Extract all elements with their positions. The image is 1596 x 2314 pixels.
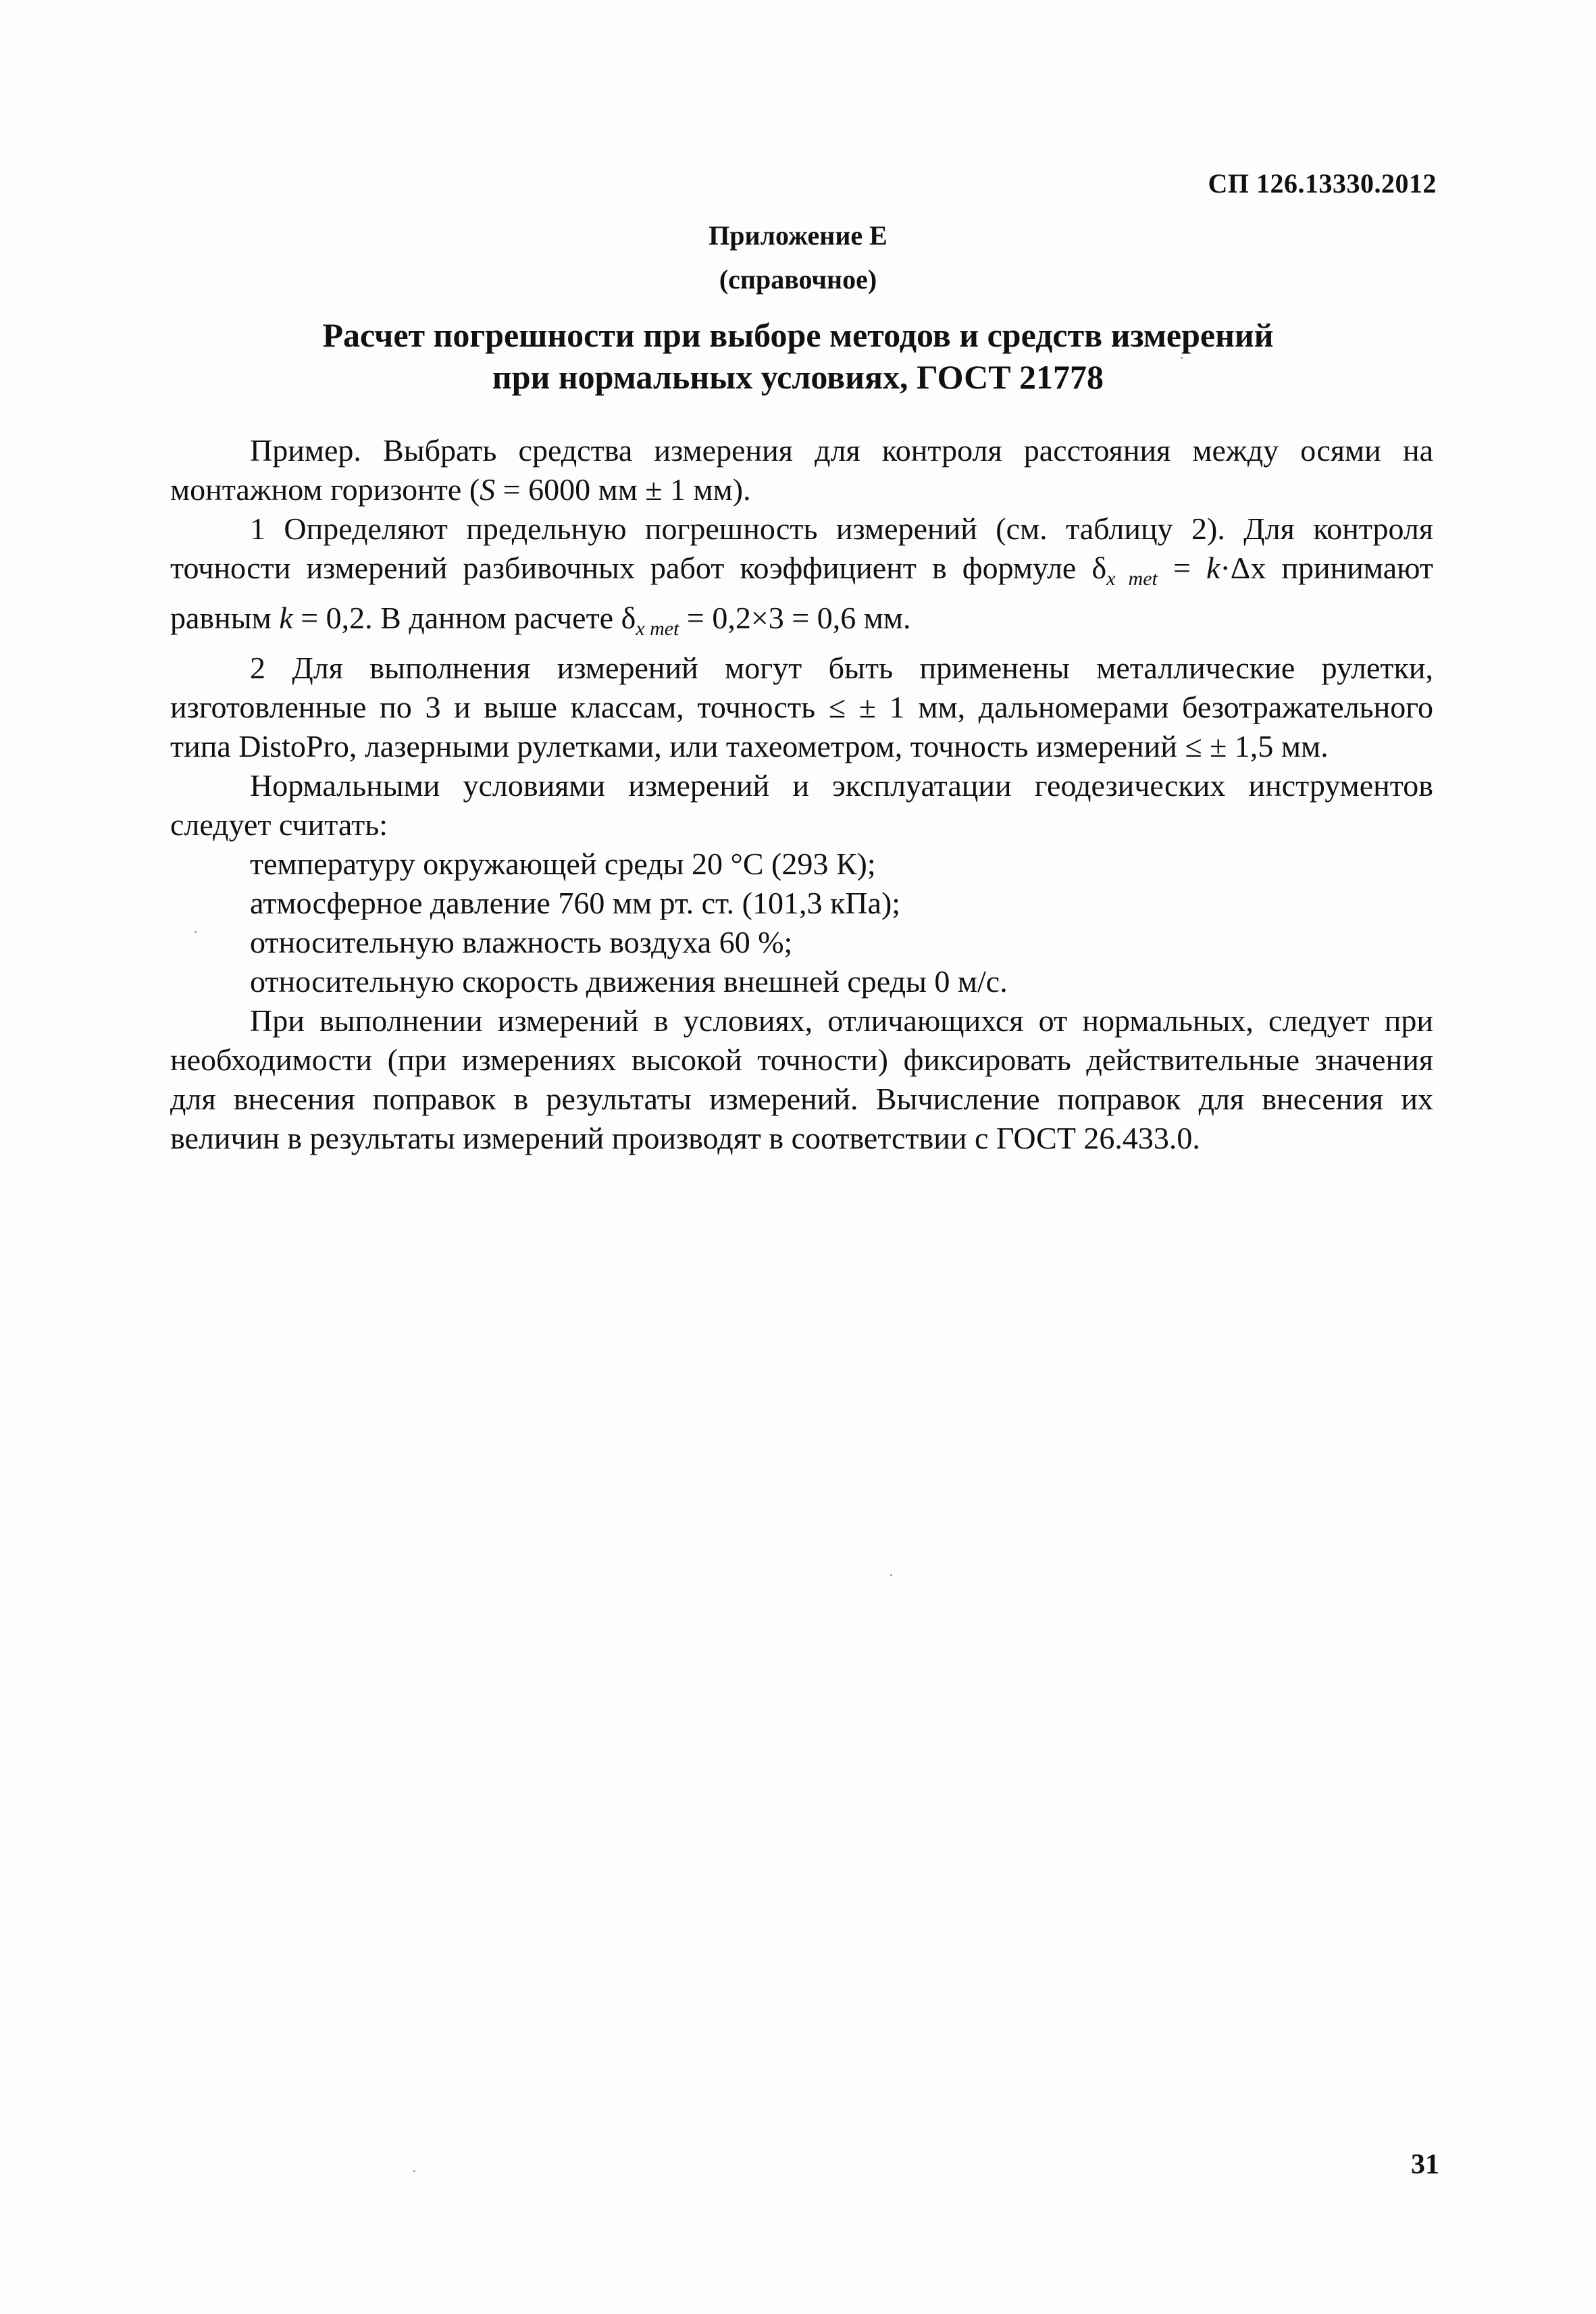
body-text: [170, 431, 1433, 1158]
main-title: [0, 314, 1596, 398]
scan-speck: [413, 2170, 415, 2172]
scan-speck: [890, 1574, 892, 1576]
document-code: СП 126.13330.2012: [1208, 168, 1437, 199]
appendix-title: Приложение Е: [709, 220, 887, 251]
page-number: 31: [1411, 2149, 1439, 2180]
p1-text-part: 1 Определяют предельную погрешность измерений (см. таблицу 2). Для контроля точности измерений разбивочных работ коэффициент в формуле δ: [170, 511, 1433, 585]
paragraph-2: 2 Для выполнения измерений могут быть применены металлические рулетки, изготовленные по 3 и выше классам, точность ≤ ± 1 мм, дальномерами безотражательного типа DistoPro, лазерными рулетками, или тахеометром, точность измерений ≤ ± 1,5 мм.: [170, 651, 1433, 763]
subscript-x-met: x met: [636, 618, 679, 640]
appendix-type: (справочное): [719, 264, 877, 295]
paragraph-4: При выполнении измерений в условиях, отличающихся от нормальных, следует при необходимости (при измерениях высокой точности) фиксировать действительные значения для внесения поправок в результаты измерений. Вычисление поправок для внесения их величин в результаты измерений производят в соответствии с ГОСТ 26.433.0.: [170, 1003, 1433, 1155]
subscript-x-met: x met: [1106, 568, 1158, 590]
example-paragraph: [170, 431, 1433, 509]
scan-speck: [195, 931, 197, 933]
example-text-part: = 6000 мм ± 1 мм).: [495, 472, 751, 507]
main-title-line-2: при нормальных условиях, ГОСТ 21778: [492, 358, 1104, 396]
p1-text-part: = 0,2. В данном расчете δ: [292, 601, 636, 635]
variable-s: S: [480, 472, 496, 507]
paragraph-3: Нормальными условиями измерений и эксплуатации геодезических инструментов следует считать:: [170, 768, 1433, 842]
condition-item: относительную скорость движения внешней среды 0 м/с.: [250, 964, 1008, 999]
paragraph-1: [170, 509, 1433, 649]
variable-k: k: [279, 601, 293, 635]
scan-speck: [1181, 357, 1183, 359]
condition-item: относительную влажность воздуха 60 %;: [250, 925, 793, 959]
p1-text-part: = 0,2×3 = 0,6 мм.: [679, 601, 911, 635]
example-text-part: Пример. Выбрать средства измерения для контроля расстояния между осями на монтажном горизонте (: [170, 433, 1433, 507]
condition-item: атмосферное давление 760 мм рт. ст. (101,3 кПа);: [250, 886, 901, 920]
variable-k: k: [1206, 551, 1220, 585]
p1-text-part: =: [1157, 551, 1207, 585]
p1-text-part: ·Δx принимают равным: [170, 551, 1433, 635]
condition-item: температуру окружающей среды 20 °С (293 К);: [250, 847, 876, 881]
main-title-line-1: Расчет погрешности при выборе методов и средств измерений: [322, 316, 1274, 354]
